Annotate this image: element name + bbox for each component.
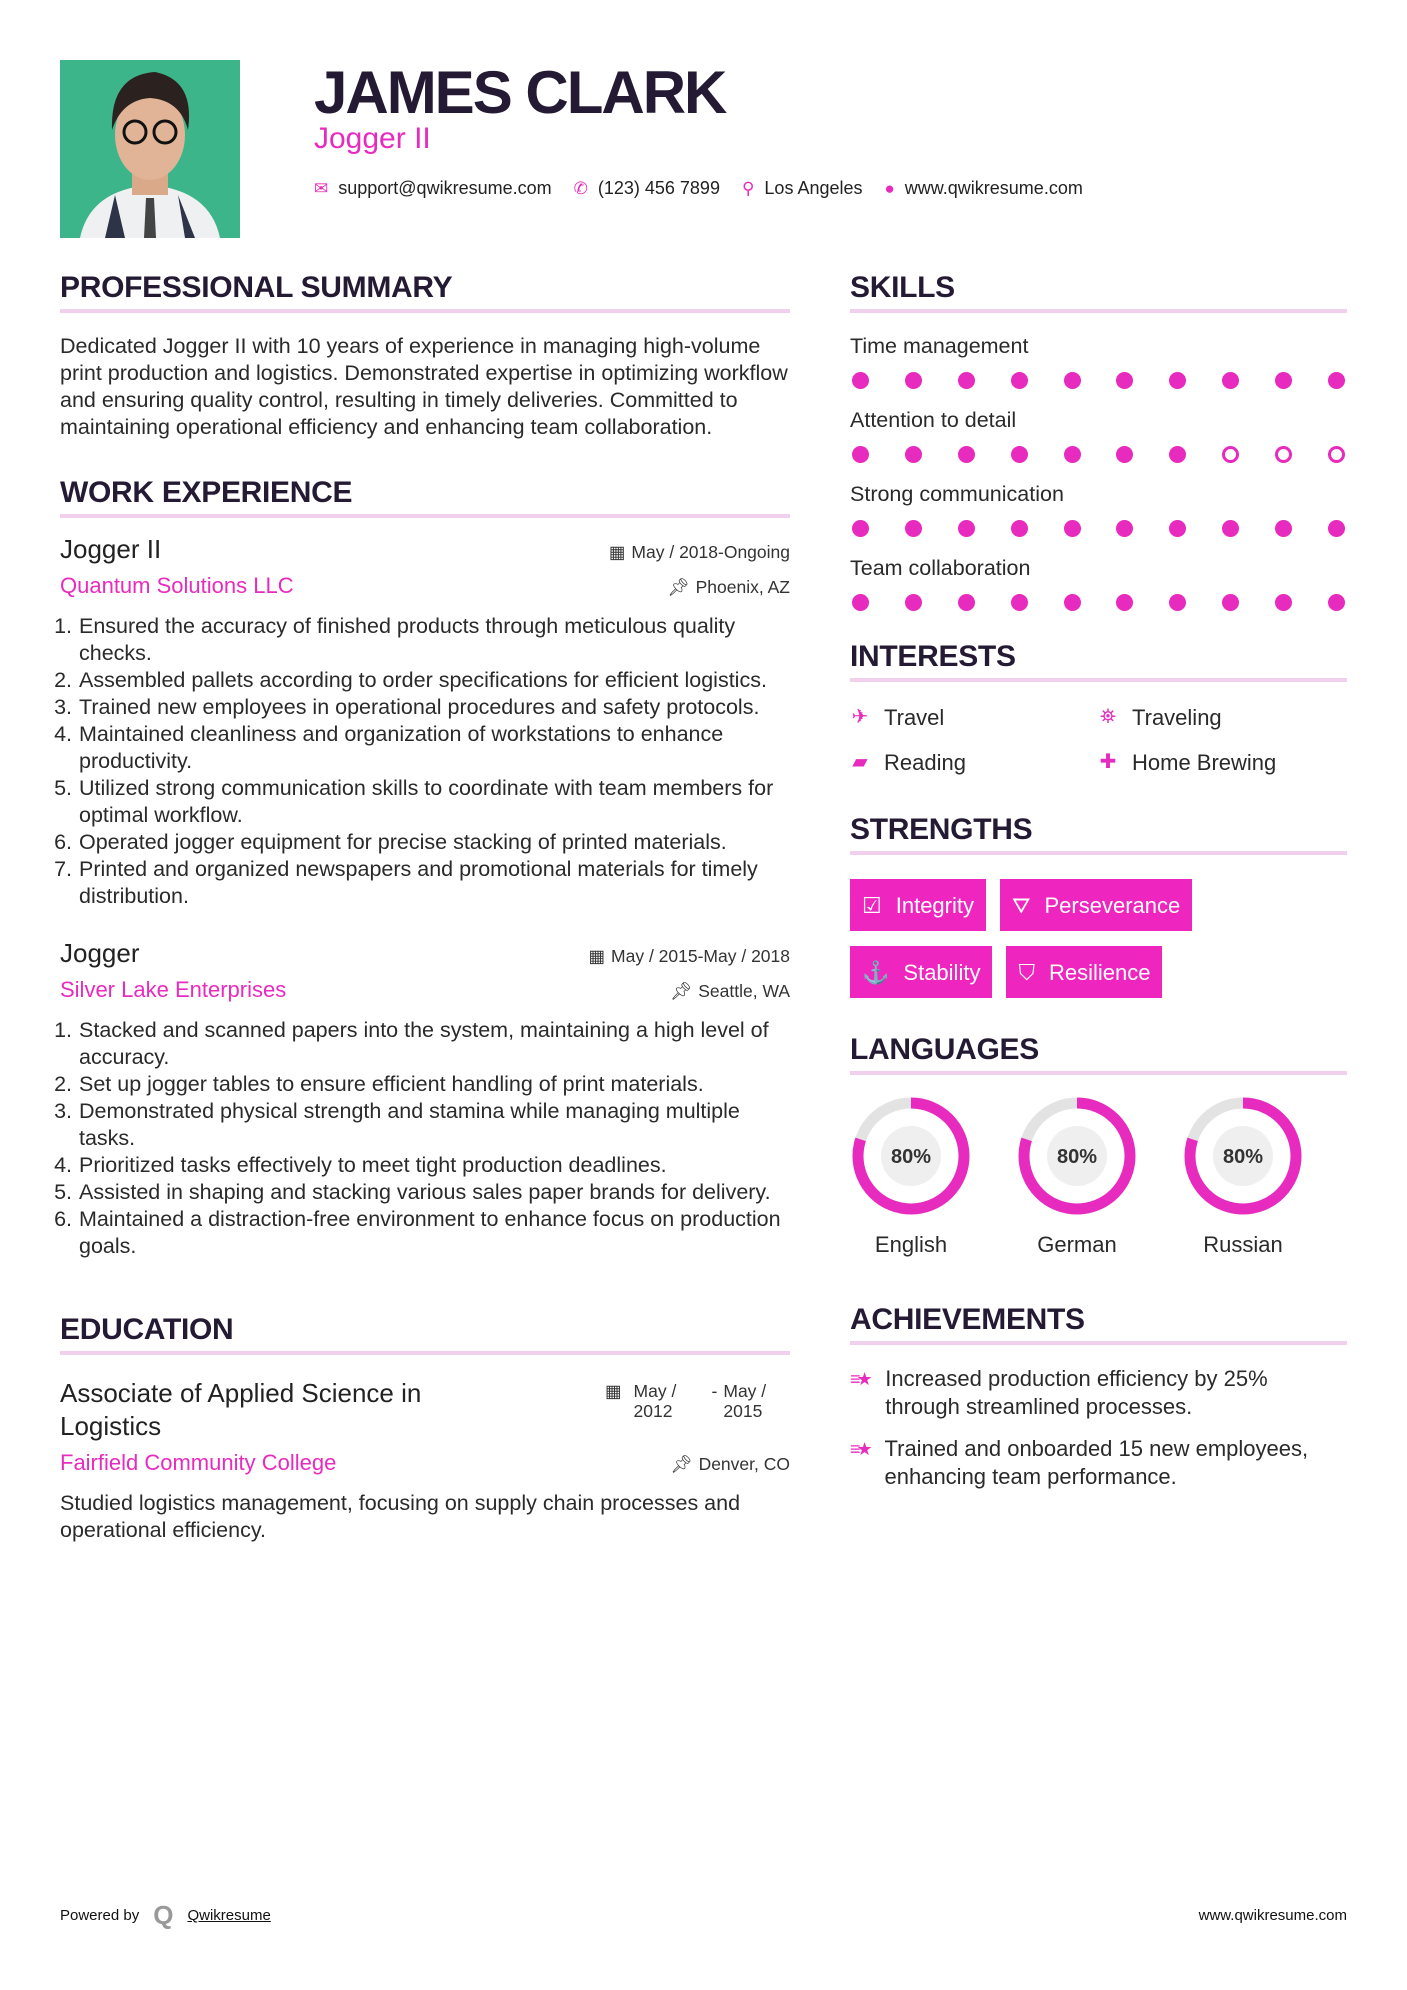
shooting-star-icon: ≡★: [850, 1369, 869, 1389]
job-bullet: 2. Assembled pallets according to order specifications for efficient logistics.: [78, 667, 790, 694]
skill-dot: [1275, 372, 1292, 389]
skill-item: [850, 333, 1347, 389]
job-bullet: 4. Prioritized tasks effectively to meet tight production deadlines.: [78, 1152, 790, 1179]
section-heading: WORK EXPERIENCE: [60, 479, 790, 518]
skill-dot: [1328, 446, 1345, 463]
skill-item: [850, 481, 1347, 537]
left-column: [60, 271, 790, 1544]
strength-label: Perseverance: [1044, 892, 1181, 918]
degree-title: Associate of Applied Science in Logistics: [60, 1378, 422, 1441]
skill-dot: [1011, 594, 1028, 611]
skill-rating: [850, 446, 1347, 463]
skill-dot: [1275, 594, 1292, 611]
language-item: [1016, 1095, 1138, 1258]
shooting-star-icon: ≡★: [850, 1439, 869, 1459]
book-icon: ▰: [852, 751, 868, 773]
strength-badge: [850, 879, 986, 931]
skill-rating: [850, 372, 1347, 389]
job-bullet: 3. Demonstrated physical strength and stamina while managing multiple tasks.: [78, 1098, 790, 1152]
job-bullet: 2. Set up jogger tables to ensure efficient handling of print materials.: [78, 1071, 790, 1098]
skill-dot: [1116, 446, 1133, 463]
candidate-name: JAMES CLARK: [314, 59, 726, 126]
job-dates: ▦ May / 2018-Ongoing: [608, 542, 790, 562]
contact-email[interactable]: support@qwikresume.com: [338, 178, 552, 198]
summary-section: [60, 271, 790, 441]
achievement-item: [850, 1435, 1347, 1491]
anchor-icon: ⚓: [862, 959, 890, 985]
skill-dot: [1275, 520, 1292, 537]
skill-name: Time management: [850, 334, 1029, 358]
check-square-icon: ☑: [862, 892, 882, 918]
language-name: English: [874, 1232, 948, 1257]
job-bullet: 1. Stacked and scanned papers into the system, maintaining a high level of accuracy.: [78, 1017, 790, 1071]
road-icon: ⛛: [1012, 892, 1031, 918]
job-entry: [60, 940, 790, 1260]
map-marker-icon: ⚲: [741, 178, 755, 198]
skill-rating: [850, 520, 1347, 537]
language-donut: [850, 1095, 972, 1217]
skill-dot: [958, 446, 975, 463]
profile-photo: [60, 60, 240, 238]
strength-badge: [850, 946, 992, 998]
company-name: Silver Lake Enterprises: [60, 977, 287, 1002]
footer-url[interactable]: www.qwikresume.com: [1198, 1907, 1347, 1924]
job-bullet: 7. Printed and organized newspapers and promotional materials for timely distribution.: [78, 856, 790, 910]
job-location: 📌︎ Seattle, WA: [670, 981, 790, 1001]
skill-dot: [905, 594, 922, 611]
achievement-text: Increased production efficiency by 25% through streamlined processes.: [885, 1366, 1268, 1419]
skill-dot: [1222, 446, 1239, 463]
brand-link[interactable]: Qwikresume: [187, 1907, 271, 1924]
interests-section: [850, 640, 1347, 776]
job-bullet: 6. Maintained a distraction-free environment to enhance focus on production goals.: [78, 1206, 790, 1260]
job-bullet: 1. Ensured the accuracy of finished products through meticulous quality checks.: [78, 613, 790, 667]
skill-dot: [1064, 594, 1081, 611]
shield-icon: ⛉: [1018, 959, 1035, 985]
skill-dot: [1064, 446, 1081, 463]
job-bullets: [60, 613, 790, 910]
interest-item: [1098, 704, 1348, 731]
job-title: Jogger II: [60, 534, 162, 564]
skill-dot: [1116, 594, 1133, 611]
powered-by-label: Powered by: [60, 1907, 140, 1924]
calendar-icon: ▦: [588, 946, 606, 966]
interest-item: [850, 749, 1098, 776]
job-bullet: 3. Trained new employees in operational procedures and safety protocols.: [78, 694, 790, 721]
right-column: [850, 271, 1347, 1505]
skill-dot: [1222, 520, 1239, 537]
footer: [60, 1900, 1347, 1931]
skill-dot: [1275, 446, 1292, 463]
contact-location: Los Angeles: [764, 178, 863, 198]
language-name: German: [1037, 1232, 1117, 1257]
language-donut: [1016, 1095, 1138, 1217]
skill-dot: [1328, 594, 1345, 611]
job-bullets: [60, 1017, 790, 1260]
languages-section: [850, 1033, 1347, 1258]
skill-dot: [852, 520, 869, 537]
strength-badge: [1006, 946, 1162, 998]
section-heading: LANGUAGES: [850, 1036, 1347, 1075]
skill-dot: [852, 594, 869, 611]
calendar-icon: ▦: [608, 542, 626, 562]
language-name: Russian: [1203, 1232, 1283, 1257]
skill-dot: [905, 372, 922, 389]
skill-dot: [1222, 372, 1239, 389]
job-bullet: 4. Maintained cleanliness and organization of workstations to enhance productivity.: [78, 721, 790, 775]
skill-dot: [1011, 372, 1028, 389]
plane-icon: ✈: [851, 706, 869, 728]
contact-phone: (123) 456 7899: [597, 178, 720, 198]
skill-item: [850, 407, 1347, 463]
pin-icon: 📌︎: [667, 577, 690, 597]
skill-dot: [852, 372, 869, 389]
job-entry: [60, 536, 790, 910]
language-percent: 80%: [1222, 1146, 1264, 1168]
skill-dot: [1169, 594, 1186, 611]
skill-dot: [958, 372, 975, 389]
skill-dot: [1328, 372, 1345, 389]
job-title: Jogger: [60, 938, 140, 968]
company-name: Quantum Solutions LLC: [60, 573, 294, 598]
language-percent: 80%: [1056, 1146, 1098, 1168]
binoculars-icon: ⛯: [1100, 706, 1116, 728]
school-name: Fairfield Community College: [60, 1450, 337, 1475]
language-percent: 80%: [890, 1146, 932, 1168]
language-donut: [1182, 1095, 1304, 1217]
interest-label: Home Brewing: [1132, 750, 1277, 775]
puzzle-icon: ✚: [1099, 751, 1117, 773]
section-heading: STRENGTHS: [850, 816, 1347, 855]
globe-icon: ●: [884, 178, 895, 198]
pin-icon: 📌︎: [670, 981, 693, 1001]
skill-dot: [1169, 372, 1186, 389]
strengths-section: [850, 813, 1347, 998]
work-section: [60, 476, 790, 1260]
interest-item: [850, 704, 1098, 731]
strength-label: Integrity: [895, 892, 974, 918]
job-location: 📌︎ Phoenix, AZ: [667, 577, 790, 597]
skill-rating: [850, 594, 1347, 611]
education-dates: ▦ May / 2012 - May / 2015: [605, 1381, 790, 1443]
achievement-item: [850, 1365, 1347, 1421]
interest-label: Travel: [884, 705, 945, 730]
skill-item: [850, 555, 1347, 611]
strength-badge: [1000, 879, 1192, 931]
skill-dot: [1116, 520, 1133, 537]
summary-text: Dedicated Jogger II with 10 years of experience in managing high-volume print production and logistics. Demonstrated expertise in optimizing workflow and ensuring quality control, resulting in timely deliveries. Committed to maintaining operational efficiency and enhancing team collaboration.: [60, 334, 788, 439]
job-bullet: 5. Utilized strong communication skills to coordinate with team members for optimal workflow.: [78, 775, 790, 829]
contact-website[interactable]: www.qwikresume.com: [904, 178, 1083, 198]
skill-name: Strong communication: [850, 482, 1064, 506]
skill-dot: [1011, 446, 1028, 463]
skill-dot: [852, 446, 869, 463]
skills-section: [850, 271, 1347, 611]
skill-dot: [958, 520, 975, 537]
interest-item: [1098, 749, 1348, 776]
skill-dot: [958, 594, 975, 611]
skill-name: Attention to detail: [850, 408, 1017, 432]
skill-dot: [1169, 446, 1186, 463]
section-heading: ACHIEVEMENTS: [850, 1306, 1347, 1345]
school-location: 📌︎ Denver, CO: [670, 1454, 790, 1474]
strength-label: Stability: [903, 959, 981, 985]
candidate-title: Jogger II: [314, 122, 431, 155]
section-heading: INTERESTS: [850, 643, 1347, 682]
skill-dot: [1064, 372, 1081, 389]
envelope-icon: ✉: [314, 178, 329, 198]
interest-label: Reading: [884, 750, 966, 775]
interest-label: Traveling: [1132, 705, 1222, 730]
job-bullet: 6. Operated jogger equipment for precise stacking of printed materials.: [78, 829, 790, 856]
strength-label: Resilience: [1048, 959, 1151, 985]
pin-icon: 📌︎: [670, 1454, 693, 1474]
job-bullet: 5. Assisted in shaping and stacking various sales paper brands for delivery.: [78, 1179, 790, 1206]
calendar-icon: ▦: [605, 1381, 622, 1401]
qwikresume-logo-icon: Q: [153, 1900, 174, 1930]
job-dates: ▦ May / 2015-May / 2018: [588, 946, 790, 966]
section-heading: SKILLS: [850, 274, 1347, 313]
skill-name: Team collaboration: [850, 556, 1031, 580]
achievements-section: [850, 1303, 1347, 1491]
skill-dot: [1011, 520, 1028, 537]
section-heading: EDUCATION: [60, 1316, 790, 1355]
education-section: [60, 1313, 790, 1544]
skill-dot: [1328, 520, 1345, 537]
skill-dot: [1116, 372, 1133, 389]
contact-bar: [314, 178, 1083, 199]
section-heading: PROFESSIONAL SUMMARY: [60, 274, 790, 313]
phone-icon: ✆: [573, 178, 588, 198]
skill-dot: [1064, 520, 1081, 537]
skill-dot: [905, 446, 922, 463]
skill-dot: [1169, 520, 1186, 537]
achievement-text: Trained and onboarded 15 new employees, enhancing team performance.: [884, 1436, 1309, 1489]
skill-dot: [905, 520, 922, 537]
language-item: [1182, 1095, 1304, 1258]
skill-dot: [1222, 594, 1239, 611]
language-item: [850, 1095, 972, 1258]
education-description: Studied logistics management, focusing on supply chain processes and operational efficiency.: [60, 1491, 741, 1542]
